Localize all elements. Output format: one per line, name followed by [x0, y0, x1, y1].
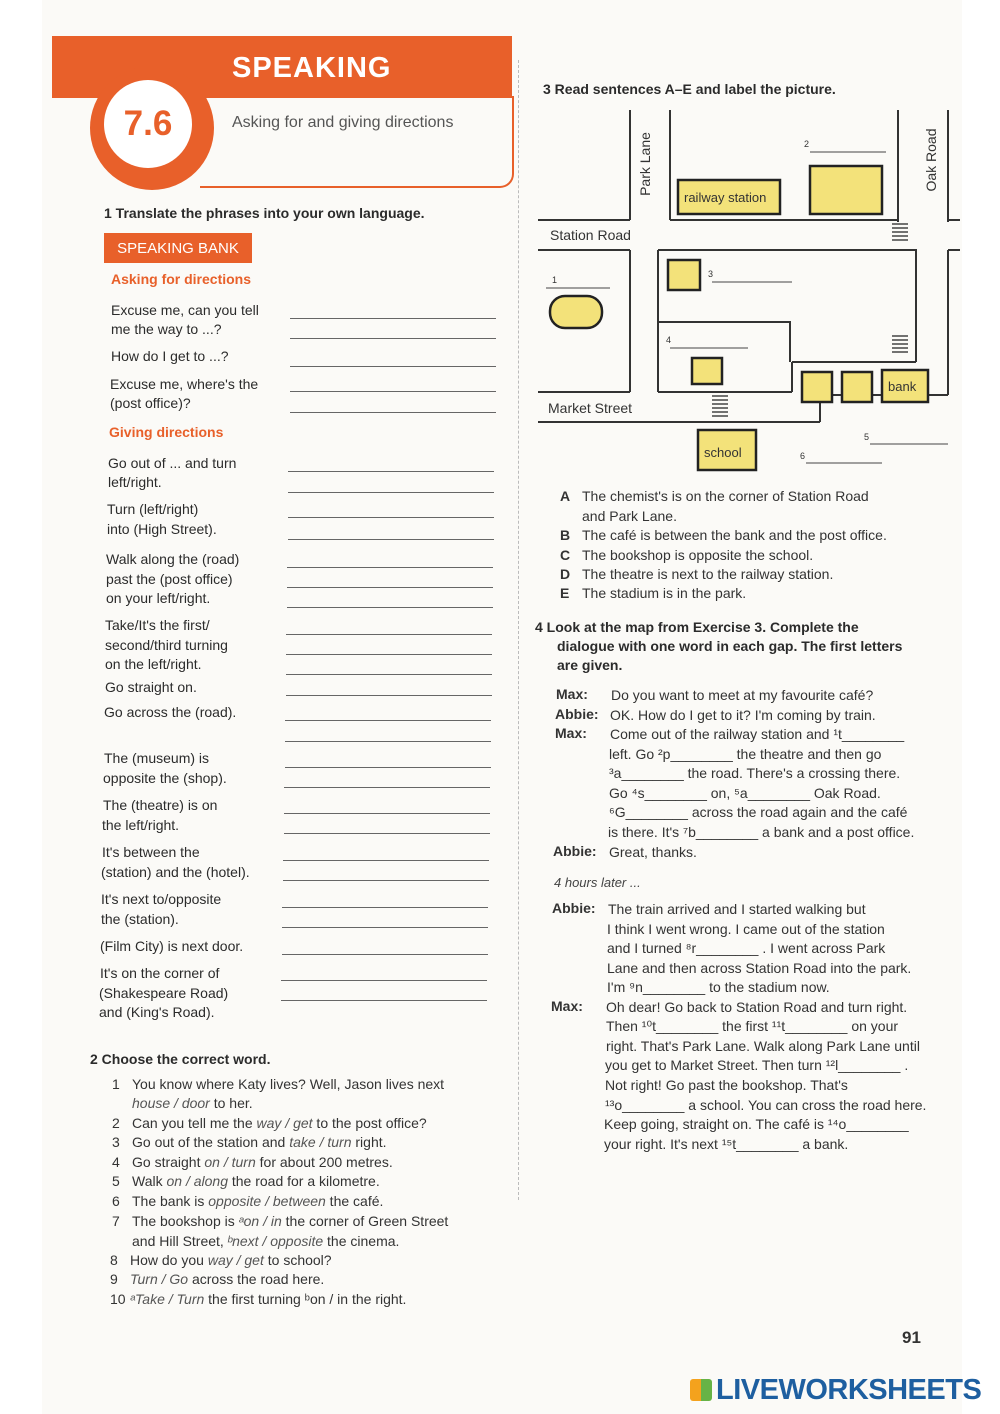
school-label: school	[704, 445, 742, 460]
item-text: right.	[351, 1134, 387, 1150]
section-title: SPEAKING	[232, 52, 392, 84]
dialogue-line[interactable]: ⁶G________ across the road again and the café	[609, 804, 908, 820]
asking-directions-heading: Asking for directions	[111, 271, 252, 287]
phrase: (Shakespeare Road)	[99, 985, 229, 1001]
dialogue-line[interactable]: left. Go ²p________ the theatre and then go	[609, 746, 882, 762]
phrase: opposite the (shop).	[103, 770, 227, 786]
item-text: the road for a kilometre.	[227, 1173, 380, 1189]
ex2-item	[112, 1213, 448, 1229]
sentence-text: and Park Lane.	[582, 508, 677, 524]
dialogue-line[interactable]: you get to Market Street. Then turn ¹²l________ .	[605, 1057, 909, 1073]
word-choice[interactable]: opposite / between	[208, 1193, 326, 1209]
item-number: 3	[112, 1134, 120, 1150]
market-street-label: Market Street	[548, 400, 633, 416]
phrase: second/third turning	[105, 637, 228, 653]
dialogue-line: Not right! Go past the bookshop. That's	[605, 1077, 848, 1093]
dialogue-line: right. That's Park Lane. Walk along Park Lane until	[606, 1038, 920, 1054]
item-text: the first turning ᵇon / in the right.	[204, 1291, 407, 1307]
phrase: Excuse me, where's the	[110, 376, 259, 392]
answer-line[interactable]	[284, 787, 490, 788]
speaker-abbie: Abbie:	[553, 843, 597, 859]
answer-line[interactable]	[287, 607, 493, 608]
phrase: It's next to/opposite	[101, 891, 222, 907]
map-label-number: 4	[666, 335, 672, 345]
item-number: 9	[110, 1271, 118, 1287]
dialogue-line[interactable]: Then ¹⁰t________ the first ¹¹t________ on your	[606, 1018, 899, 1034]
answer-line[interactable]	[287, 567, 493, 568]
ex2-instruction: 2 Choose the correct word.	[90, 1051, 271, 1067]
ex2-item	[110, 1271, 324, 1287]
ex4-instruction: dialogue with one word in each gap. The first letters	[557, 638, 903, 654]
header-frame	[200, 96, 514, 188]
word-choice[interactable]: house / door	[132, 1095, 210, 1111]
dialogue-line[interactable]: Keep going, straight on. The café is ¹⁴o________	[604, 1116, 909, 1132]
sentence-text: The bookshop is opposite the school.	[582, 547, 814, 563]
item-text: Go out of the station and	[132, 1134, 290, 1150]
ex3-sentence	[560, 487, 869, 506]
answer-line[interactable]	[286, 695, 492, 696]
answer-line[interactable]	[288, 492, 494, 493]
item-number: 8	[110, 1252, 118, 1268]
phrase: on the left/right.	[105, 656, 202, 672]
answer-line[interactable]	[281, 1000, 487, 1001]
sentence-text: The stadium is in the park.	[582, 585, 747, 601]
word-choice[interactable]: take / turn	[289, 1134, 352, 1150]
ex2-item	[110, 1252, 332, 1268]
ex2-item-continued	[132, 1095, 253, 1111]
item-text: You know where Katy lives? Well, Jason lives next	[132, 1076, 445, 1092]
time-note: 4 hours later ...	[554, 875, 641, 890]
building-3	[668, 260, 700, 290]
item-text: Go straight	[132, 1154, 205, 1170]
answer-line[interactable]	[288, 471, 494, 472]
item-text: for about 200 metres.	[255, 1154, 393, 1170]
ex2-item	[112, 1134, 387, 1150]
phrase: (post office)?	[110, 395, 191, 411]
railway-station-label: railway station	[684, 190, 767, 205]
page-number: 91	[902, 1328, 921, 1347]
word-choice[interactable]: on / turn	[204, 1154, 256, 1170]
phrase: past the (post office)	[106, 571, 233, 587]
word-choice[interactable]: Turn / Go	[130, 1271, 189, 1287]
sentence-text: The chemist's is on the corner of Station Road	[582, 488, 869, 504]
dialogue-line: Oh dear! Go back to Station Road and turn right.	[606, 999, 908, 1015]
building-shop-a	[802, 372, 832, 402]
answer-line[interactable]	[283, 880, 489, 881]
item-number: 5	[112, 1173, 120, 1189]
bank-label: bank	[888, 379, 917, 394]
phrase: (station) and the (hotel).	[101, 864, 250, 880]
answer-line[interactable]	[282, 927, 488, 928]
phrase: Turn (left/right)	[107, 501, 199, 517]
answer-line[interactable]	[288, 539, 494, 540]
item-number: 4	[112, 1154, 120, 1170]
dialogue-line: Do you want to meet at my favourite café?	[611, 687, 874, 703]
dialogue-line[interactable]: Come out of the railway station and ¹t________	[610, 726, 905, 742]
sentence-letter: A	[560, 488, 571, 504]
word-choice[interactable]: on / along	[166, 1173, 228, 1189]
ex3-sentence	[560, 546, 813, 565]
answer-line[interactable]	[285, 767, 491, 768]
ex2-item	[112, 1076, 444, 1092]
ex1-instruction: 1 Translate the phrases into your own language.	[104, 205, 425, 221]
answer-line[interactable]	[283, 860, 489, 861]
answer-line[interactable]	[285, 720, 491, 721]
giving-directions-heading: Giving directions	[109, 424, 224, 440]
oak-road-label: Oak Road	[923, 128, 939, 192]
section-number: 7.6	[123, 104, 173, 143]
building-2	[810, 166, 882, 214]
answer-line[interactable]	[288, 517, 494, 518]
phrase: The (museum) is	[104, 750, 210, 766]
phrase: The (theatre) is on	[103, 797, 218, 813]
sentence-text: The theatre is next to the railway station.	[582, 566, 834, 582]
item-text: Can you tell me the	[132, 1115, 257, 1131]
answer-line[interactable]	[286, 674, 492, 675]
dialogue-line: The train arrived and I started walking but	[608, 901, 866, 917]
phrase: and (King's Road).	[99, 1004, 215, 1020]
item-text: to school?	[263, 1252, 332, 1268]
item-text: to the post office?	[312, 1115, 427, 1131]
ex3-instruction: 3 Read sentences A–E and label the picture.	[543, 81, 836, 97]
speaker-abbie: Abbie:	[555, 706, 599, 722]
item-text: and Hill Street,	[132, 1233, 228, 1249]
sentence-letter: C	[560, 547, 571, 563]
item-number: 6	[112, 1193, 120, 1209]
map-label-number: 1	[552, 275, 558, 285]
answer-line[interactable]	[284, 833, 490, 834]
item-text: Walk	[132, 1173, 167, 1189]
dialogue-line[interactable]: Go ⁴s________ on, ⁵a________ Oak Road.	[609, 785, 881, 801]
answer-line[interactable]	[290, 338, 496, 339]
speaker-max: Max:	[551, 998, 583, 1014]
item-text: the corner of Green Street	[281, 1213, 449, 1229]
item-number: 10	[110, 1291, 126, 1307]
phrase: Walk along the (road)	[106, 551, 240, 567]
answer-line[interactable]	[290, 412, 496, 413]
phrase: Excuse me, can you tell	[111, 302, 259, 318]
phrase: Take/It's the first/	[105, 617, 210, 633]
speaker-abbie: Abbie:	[552, 900, 596, 916]
item-number: 1	[112, 1076, 120, 1092]
phrase: me the way to ...?	[111, 321, 222, 337]
ex3-sentence	[560, 584, 746, 603]
item-number: 7	[112, 1213, 120, 1229]
ex2-item	[112, 1193, 383, 1209]
answer-line[interactable]	[286, 654, 492, 655]
phrase: the left/right.	[102, 817, 180, 833]
building-shop-b	[842, 372, 872, 402]
item-number: 2	[112, 1115, 120, 1131]
word-choice[interactable]: ᵃTake / Turn	[130, 1291, 205, 1307]
map-label-number: 6	[800, 451, 806, 461]
item-text: How do you	[130, 1252, 208, 1268]
phrase: Go across the (road).	[104, 704, 237, 720]
answer-line[interactable]	[286, 634, 492, 635]
phrase: on your left/right.	[106, 590, 211, 606]
answer-line[interactable]	[285, 741, 491, 742]
phrase: It's between the	[102, 844, 200, 860]
sentence-letter: B	[560, 527, 571, 543]
building-4	[692, 358, 722, 384]
answer-line[interactable]	[284, 813, 490, 814]
ex2-item	[112, 1173, 380, 1189]
answer-line[interactable]	[290, 318, 496, 319]
speaking-bank-title: SPEAKING BANK	[104, 233, 252, 263]
item-text: The bookshop is	[132, 1213, 239, 1229]
phrase: (Film City) is next door.	[100, 938, 244, 954]
dialogue-line[interactable]: and I turned ⁸r________ . I went across Park	[607, 940, 886, 956]
phrase: Go straight on.	[105, 679, 197, 695]
ex4-instruction: 4 Look at the map from Exercise 3. Complete the	[535, 619, 859, 635]
dialogue-line[interactable]: your right. It's next ¹⁵t________ a bank.	[604, 1136, 849, 1152]
answer-line[interactable]	[282, 907, 488, 908]
phrase: How do I get to ...?	[111, 348, 229, 364]
map-label-number: 3	[708, 269, 714, 279]
item-text: the café.	[325, 1193, 384, 1209]
dialogue-line[interactable]: I'm ⁹n________ to the stadium now.	[607, 979, 830, 995]
dialogue-line: I think I went wrong. I came out of the station	[607, 921, 885, 937]
phrase: into (High Street).	[107, 521, 217, 537]
street-map	[530, 100, 970, 480]
word-choice[interactable]: way / get	[256, 1115, 313, 1131]
dialogue-line: OK. How do I get to it? I'm coming by train.	[610, 707, 876, 723]
sentence-letter: E	[560, 585, 570, 601]
ex2-item	[112, 1115, 427, 1131]
phrase: Go out of ... and turn	[108, 455, 237, 471]
liveworksheets-icon	[690, 1379, 712, 1401]
sentence-text: The café is between the bank and the post office.	[582, 527, 887, 543]
ex2-item	[110, 1291, 406, 1307]
dialogue-line[interactable]: ¹³o________ a school. You can cross the road here.	[605, 1097, 927, 1113]
section-number-badge	[104, 80, 192, 168]
section-subtitle: Asking for and giving directions	[232, 114, 454, 131]
station-road-label: Station Road	[550, 227, 631, 243]
answer-line[interactable]	[282, 954, 488, 955]
item-text: across the road here.	[188, 1271, 325, 1287]
park-lane-label: Park Lane	[637, 132, 653, 196]
map-label-number: 2	[804, 139, 810, 149]
item-text: to her.	[209, 1095, 253, 1111]
word-choice[interactable]: ᵃon / in	[238, 1213, 282, 1229]
answer-line[interactable]	[281, 980, 487, 981]
speaker-max: Max:	[555, 725, 587, 741]
phrase: left/right.	[108, 474, 162, 490]
phrase: It's on the corner of	[100, 965, 220, 981]
answer-line[interactable]	[287, 587, 493, 588]
phrase: the (station).	[101, 911, 179, 927]
item-text: the cinema.	[323, 1233, 400, 1249]
answer-line[interactable]	[290, 391, 496, 392]
brand-name: LIVEWORKSHEETS	[716, 1374, 982, 1406]
item-text: The bank is	[132, 1193, 209, 1209]
word-choice[interactable]: ᵇnext / opposite	[227, 1233, 324, 1249]
liveworksheets-logo	[690, 1374, 981, 1407]
ex4-instruction: are given.	[557, 657, 623, 673]
column-divider	[518, 60, 520, 1200]
ex3-sentence	[560, 565, 833, 584]
building-1	[550, 296, 602, 328]
dialogue-line: Lane and then across Station Road into the park.	[607, 960, 912, 976]
answer-line[interactable]	[290, 366, 496, 367]
word-choice[interactable]: way / get	[207, 1252, 264, 1268]
dialogue-line[interactable]: ³a________ the road. There's a crossing there.	[609, 765, 901, 781]
ex2-item-continued	[132, 1233, 399, 1249]
dialogue-line: Great, thanks.	[609, 844, 697, 860]
map-label-number: 5	[864, 432, 870, 442]
sentence-letter: D	[560, 566, 571, 582]
dialogue-line[interactable]: is there. It's ⁷b________ a bank and a post office.	[608, 824, 915, 840]
ex2-item	[112, 1154, 393, 1170]
speaker-max: Max:	[556, 686, 588, 702]
ex3-sentence	[560, 526, 887, 545]
